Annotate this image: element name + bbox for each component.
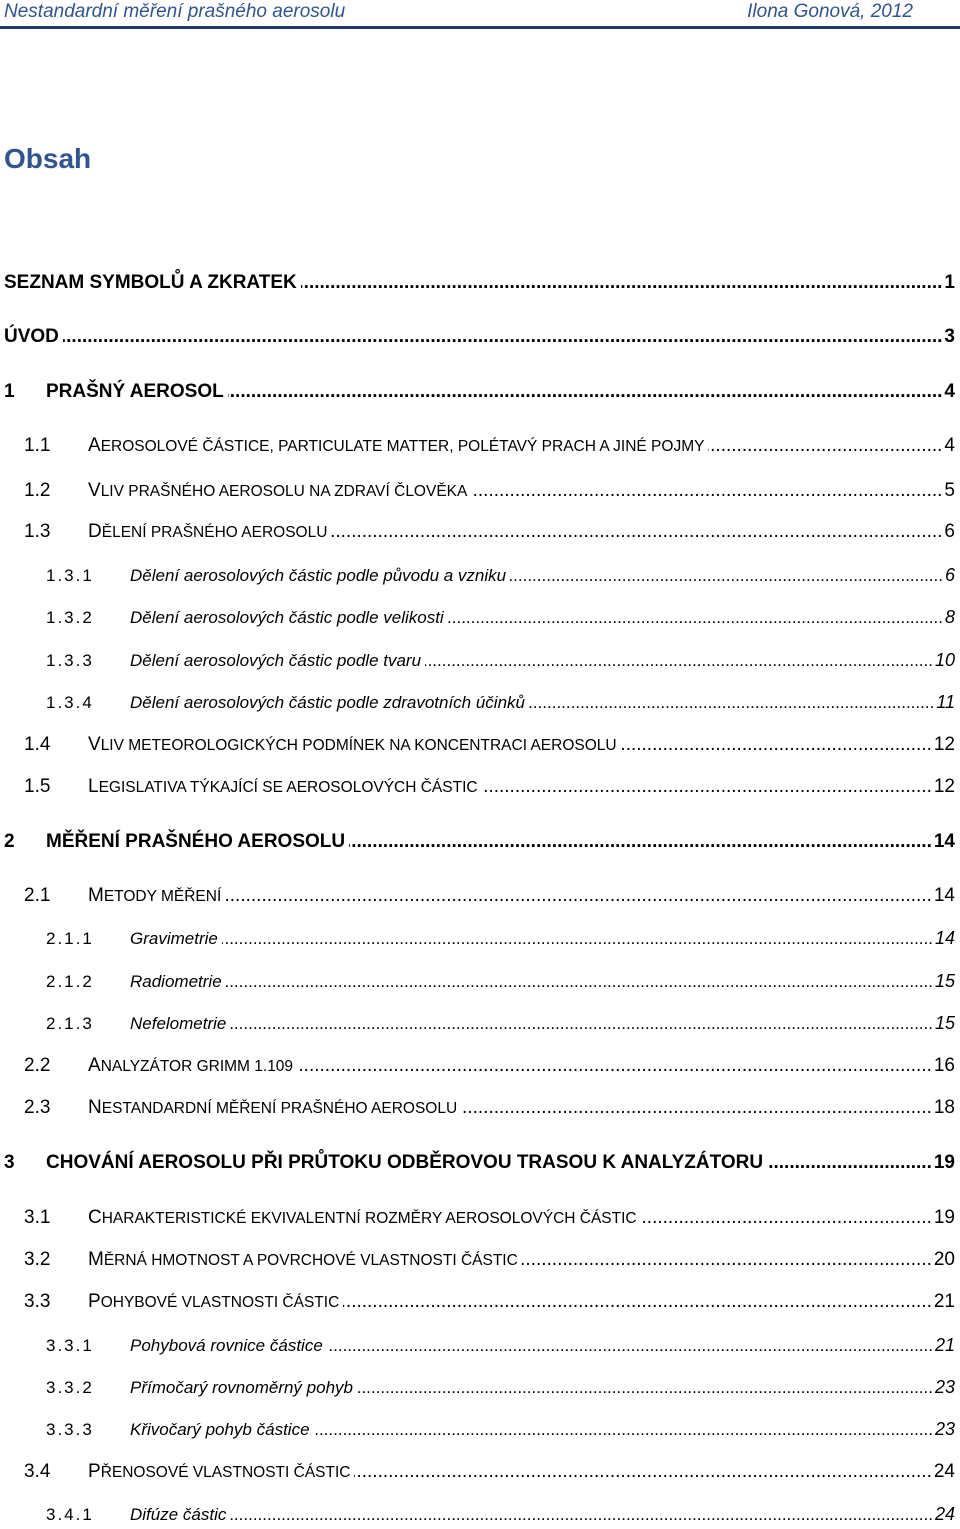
toc-entry-title: DĚLENÍ PRAŠNÉHO AEROSOLU <box>88 521 328 542</box>
toc-entry-number: 2.1.1 <box>46 929 94 948</box>
toc-entry-page: 12 <box>933 776 955 797</box>
toc-entry-title: ANALYZÁTOR GRIMM 1.109 <box>88 1055 294 1076</box>
toc-entry-number: 1.3 <box>24 521 51 542</box>
toc-entry-1-5[interactable] <box>4 774 955 800</box>
toc-entry-3-1[interactable] <box>4 1205 955 1231</box>
dot-leader <box>471 478 942 504</box>
dot-leader <box>222 926 933 952</box>
toc-entry-title: VLIV PRAŠNÉHO AEROSOLU NA ZDRAVÍ ČLOVĚKA <box>88 480 468 501</box>
dot-leader <box>357 1375 933 1401</box>
header-document-title: Nestandardní měření prašného aerosolu <box>4 1 346 22</box>
dot-leader <box>461 1095 932 1121</box>
toc-entry-title: MĚRNÁ HMOTNOST A POVRCHOVÉ VLASTNOSTI ČÁSTIC <box>88 1249 518 1270</box>
dot-leader <box>327 1333 933 1359</box>
toc-entry-symbols[interactable] <box>4 270 955 296</box>
toc-entry-title: Dělení aerosolových částic podle zdravotních účinků <box>130 693 525 712</box>
toc-entry-title: Gravimetrie <box>130 929 218 948</box>
dot-leader <box>331 519 942 545</box>
toc-entry-number: 3.2 <box>24 1249 51 1270</box>
toc-entry-title: NESTANDARDNÍ MĚŘENÍ PRAŠNÉHO AEROSOLU <box>88 1097 458 1118</box>
dot-leader <box>226 969 933 995</box>
toc-entry-number: 2.1.3 <box>46 1014 94 1033</box>
toc-entry-2-2[interactable] <box>4 1053 955 1079</box>
toc-entry-number: 3.1 <box>24 1207 51 1228</box>
toc-entry-title: PŘENOSOVÉ VLASTNOSTI ČÁSTIC <box>88 1461 351 1482</box>
toc-entry-1-2[interactable] <box>4 478 955 504</box>
dot-leader <box>510 563 943 589</box>
toc-entry-page: 3 <box>944 326 955 347</box>
toc-entry-number: 3.3 <box>24 1291 51 1312</box>
toc-entry-title: CHOVÁNÍ AEROSOLU PŘI PRŮTOKU ODBĚROVOU TRASOU K ANALYZÁTORU <box>46 1152 764 1173</box>
toc-entry-2[interactable] <box>4 829 955 855</box>
header-author-year: Ilona Gonová, 2012 <box>747 1 913 22</box>
toc-entry-page: 11 <box>936 692 955 712</box>
toc-entry-page: 10 <box>934 650 955 670</box>
toc-entry-page: 14 <box>934 928 955 948</box>
toc-entry-page: 8 <box>944 607 955 627</box>
toc-entry-1[interactable] <box>4 379 955 405</box>
toc-entry-number: 1.1 <box>24 435 51 456</box>
toc-entry-3-3[interactable] <box>4 1289 955 1315</box>
toc-entry-1-3-1[interactable] <box>4 562 955 588</box>
dot-leader <box>297 1053 932 1079</box>
toc-entry-number: 3 <box>4 1152 15 1173</box>
toc-entry-number: 2 <box>4 831 15 852</box>
toc-entry-number: 1.2 <box>24 480 51 501</box>
toc-entry-title: ÚVOD <box>4 326 59 347</box>
toc-entry-1-1[interactable] <box>4 433 955 459</box>
dot-leader <box>349 829 932 855</box>
toc-entry-3-3-2[interactable] <box>4 1374 955 1400</box>
dot-leader <box>354 1459 931 1485</box>
toc-entry-title: Křivočarý pohyb částice <box>130 1420 310 1439</box>
toc-entry-page: 1 <box>944 272 955 293</box>
toc-entry-title: Dělení aerosolových částic podle tvaru <box>130 651 422 670</box>
toc-entry-title: SEZNAM SYMBOLŮ A ZKRATEK <box>4 272 297 293</box>
dot-leader <box>482 774 932 800</box>
toc-entry-number: 2.1 <box>24 885 51 906</box>
dot-leader <box>522 1247 932 1273</box>
toc-entry-page: 20 <box>933 1249 955 1270</box>
toc-entry-number: 1 <box>4 381 15 402</box>
toc-entry-3-2[interactable] <box>4 1247 955 1273</box>
dot-leader <box>767 1150 932 1176</box>
dot-leader <box>621 732 932 758</box>
toc-entry-number: 2.1.2 <box>46 972 94 991</box>
dot-leader <box>230 1011 933 1037</box>
toc-entry-intro[interactable] <box>4 324 955 350</box>
toc-entry-title: Dělení aerosolových částic podle velikosti <box>130 608 444 627</box>
dot-leader <box>529 690 934 716</box>
toc-entry-2-1-3[interactable] <box>4 1010 955 1036</box>
toc-entry-number: 3.4 <box>24 1461 51 1482</box>
toc-entry-page: 21 <box>933 1291 955 1312</box>
toc-entry-number: 1.3.2 <box>46 608 94 627</box>
toc-entry-2-1-1[interactable] <box>4 925 955 951</box>
dot-leader <box>641 1205 932 1231</box>
toc-entry-page: 23 <box>934 1377 955 1397</box>
toc-entry-page: 15 <box>934 1013 955 1033</box>
toc-entry-3[interactable] <box>4 1150 955 1176</box>
toc-entry-title: PRAŠNÝ AEROSOL <box>46 381 224 402</box>
toc-entry-number: 3.3.2 <box>46 1378 94 1397</box>
dot-leader <box>448 605 943 631</box>
toc-entry-title: Dělení aerosolových částic podle původu a vzniku <box>130 566 507 585</box>
toc-entry-3-4[interactable] <box>4 1459 955 1485</box>
toc-entry-title: POHYBOVÉ VLASTNOSTI ČÁSTIC <box>88 1291 340 1312</box>
toc-entry-page: 15 <box>934 971 955 991</box>
dot-leader <box>314 1417 933 1443</box>
toc-entry-title: LEGISLATIVA TÝKAJÍCÍ SE AEROSOLOVÝCH ČÁSTIC <box>88 776 478 797</box>
toc-entry-title: METODY MĚŘENÍ <box>88 885 222 906</box>
dot-leader <box>425 648 933 674</box>
toc-entry-title: Pohybová rovnice částice <box>130 1336 323 1355</box>
toc-entry-1-3[interactable] <box>4 519 955 545</box>
toc-entry-page: 14 <box>933 831 955 852</box>
toc-entry-number: 3.3.1 <box>46 1336 94 1355</box>
toc-entry-page: 4 <box>944 435 955 456</box>
toc-entry-number: 3.3.3 <box>46 1420 94 1439</box>
toc-entry-number: 1.3.1 <box>46 566 94 585</box>
toc-entry-page: 23 <box>934 1419 955 1439</box>
toc-entry-title: MĚŘENÍ PRAŠNÉHO AEROSOLU <box>46 831 346 852</box>
toc-entry-title: CHARAKTERISTICKÉ EKVIVALENTNÍ ROZMĚRY AEROSOLOVÝCH ČÁSTIC <box>88 1207 637 1228</box>
toc-entry-title: Radiometrie <box>130 972 222 991</box>
toc-entry-2-1-2[interactable] <box>4 968 955 994</box>
toc-heading: Obsah <box>4 143 92 174</box>
toc-entry-page: 24 <box>933 1461 955 1482</box>
toc-entry-number: 2.3 <box>24 1097 51 1118</box>
dot-leader <box>343 1289 932 1315</box>
header-rule <box>0 26 960 29</box>
toc-entry-number: 1.3.3 <box>46 651 94 670</box>
toc-entry-3-4-1[interactable] <box>4 1501 955 1527</box>
dot-leader <box>301 270 943 296</box>
dot-leader <box>230 1502 933 1528</box>
toc-entry-page: 18 <box>933 1097 955 1118</box>
toc-entry-page: 21 <box>934 1335 955 1355</box>
toc-entry-number: 1.4 <box>24 734 51 755</box>
toc-entry-1-4[interactable] <box>4 732 955 758</box>
toc-entry-number: 2.2 <box>24 1055 51 1076</box>
toc-entry-page: 6 <box>944 521 955 542</box>
toc-entry-page: 5 <box>944 480 955 501</box>
toc-entry-1-3-3[interactable] <box>4 647 955 673</box>
toc-entry-page: 19 <box>933 1152 955 1173</box>
toc-entry-title: VLIV METEOROLOGICKÝCH PODMÍNEK NA KONCENTRACI AEROSOLU <box>88 734 617 755</box>
toc-entry-number: 1.3.4 <box>46 693 94 712</box>
toc-entry-number: 3.4.1 <box>46 1505 94 1524</box>
toc-entry-page: 12 <box>933 734 955 755</box>
toc-entry-number: 1.5 <box>24 776 51 797</box>
toc-entry-page: 4 <box>944 381 955 402</box>
toc-entry-title: Difúze částic <box>130 1505 227 1524</box>
toc-entry-2-1[interactable] <box>4 883 955 909</box>
toc-entry-1-3-2[interactable] <box>4 604 955 630</box>
toc-entry-page: 19 <box>933 1207 955 1228</box>
toc-entry-1-3-4[interactable] <box>4 689 955 715</box>
dot-leader <box>225 883 932 909</box>
toc-entry-page: 24 <box>934 1504 955 1524</box>
toc-entry-page: 6 <box>944 565 955 585</box>
dot-leader <box>708 433 942 459</box>
toc-entry-2-3[interactable] <box>4 1095 955 1121</box>
toc-entry-3-3-3[interactable] <box>4 1416 955 1442</box>
toc-entry-title: Přímočarý rovnoměrný pohyb <box>130 1378 353 1397</box>
dot-leader <box>228 379 943 405</box>
toc-entry-page: 14 <box>933 885 955 906</box>
toc-entry-title: AEROSOLOVÉ ČÁSTICE, PARTICULATE MATTER, POLÉTAVÝ PRACH A JINÉ POJMY <box>88 435 705 456</box>
toc-entry-3-3-1[interactable] <box>4 1332 955 1358</box>
toc-entry-page: 16 <box>933 1055 955 1076</box>
toc-entry-title: Nefelometrie <box>130 1014 227 1033</box>
dot-leader <box>63 324 943 350</box>
